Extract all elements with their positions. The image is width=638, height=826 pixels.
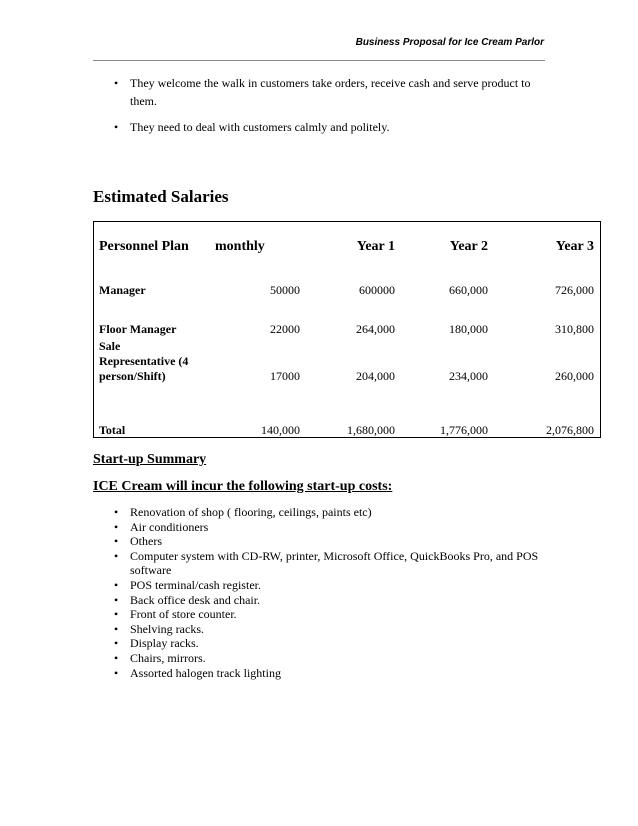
list-item-text: Chairs, mirrors.	[130, 650, 206, 665]
bullet-icon: •	[114, 120, 119, 134]
list-item	[93, 549, 553, 578]
row-label-sale-line-2: Representative (4	[99, 354, 189, 368]
startup-heading: Start-up Summary	[93, 452, 207, 467]
list-item-text: Others	[130, 534, 162, 549]
list-item	[93, 607, 553, 622]
list-item-text: They welcome the walk in customers take orders, receive cash and serve product to them.	[130, 76, 531, 108]
bullet-icon: •	[114, 505, 119, 519]
cell-total-year-3: 2,076,800	[546, 423, 594, 437]
row-label-sale-line-3: person/Shift)	[99, 369, 166, 383]
page-header-title: Business Proposal for Ice Cream Parlor	[355, 37, 544, 48]
bullet-icon: •	[114, 607, 119, 622]
column-header-year-3: Year 3	[555, 239, 594, 254]
list-item	[93, 534, 553, 549]
list-item	[93, 651, 553, 666]
column-header-personnel-plan: Personnel Plan	[99, 239, 189, 254]
cell-sale-rep-year-3: 260,000	[555, 369, 594, 383]
list-item	[93, 118, 545, 136]
list-item-text: Display racks.	[130, 636, 199, 651]
list-item	[93, 636, 553, 651]
cell-manager-year-1: 600000	[359, 283, 395, 297]
salaries-table	[93, 221, 601, 438]
row-label-floor-manager: Floor Manager	[99, 322, 177, 336]
cell-sale-rep-year-2: 234,000	[449, 369, 488, 383]
list-item-text: Computer system with CD-RW, printer, Microsoft Office, QuickBooks Pro, and POS software	[130, 548, 539, 578]
bullet-icon: •	[114, 592, 119, 607]
row-label-sale-line-1: Sale	[99, 339, 121, 353]
cell-floor-manager-year-3: 310,800	[555, 322, 594, 336]
list-item-text: Assorted halogen track lighting	[130, 665, 281, 680]
row-label-total: Total	[99, 423, 126, 437]
bullet-icon: •	[114, 621, 119, 636]
column-header-year-1: Year 1	[356, 239, 395, 254]
salaries-heading: Estimated Salaries	[93, 187, 229, 206]
startup-subheading: ICE Cream will incur the following start-up costs:	[93, 479, 393, 494]
bullet-icon: •	[114, 636, 119, 651]
list-item	[93, 666, 553, 681]
list-item-text: Renovation of shop ( flooring, ceilings, paints etc)	[130, 505, 372, 519]
cell-floor-manager-monthly: 22000	[270, 322, 300, 336]
bullet-icon: •	[114, 534, 119, 549]
header-divider	[93, 60, 545, 61]
bullet-icon: •	[114, 519, 119, 534]
list-item-text: Front of store counter.	[130, 607, 237, 622]
list-item-text: Shelving racks.	[130, 621, 204, 636]
intro-bullet-list	[93, 74, 545, 144]
cell-total-monthly: 140,000	[261, 423, 300, 437]
list-item	[93, 593, 553, 608]
startup-cost-list	[93, 505, 553, 680]
cell-manager-year-2: 660,000	[449, 283, 488, 297]
list-item-text: Back office desk and chair.	[130, 592, 261, 607]
cell-manager-year-3: 726,000	[555, 283, 594, 297]
list-item	[93, 505, 553, 520]
list-item	[93, 622, 553, 637]
list-item-text: Air conditioners	[130, 519, 209, 534]
list-item	[93, 520, 553, 535]
row-label-manager: Manager	[99, 283, 146, 297]
list-item-text: POS terminal/cash register.	[130, 577, 261, 592]
list-item-text: They need to deal with customers calmly and politely.	[130, 120, 390, 134]
list-item	[93, 74, 545, 110]
column-header-monthly: monthly	[215, 239, 265, 254]
bullet-icon: •	[114, 548, 119, 563]
cell-floor-manager-year-2: 180,000	[449, 322, 488, 336]
cell-total-year-1: 1,680,000	[347, 423, 395, 437]
cell-manager-monthly: 50000	[270, 283, 300, 297]
cell-sale-rep-year-1: 204,000	[356, 369, 395, 383]
cell-total-year-2: 1,776,000	[440, 423, 488, 437]
cell-sale-rep-monthly: 17000	[270, 369, 300, 383]
cell-floor-manager-year-1: 264,000	[356, 322, 395, 336]
bullet-icon: •	[114, 650, 119, 665]
bullet-icon: •	[114, 76, 119, 90]
list-item	[93, 578, 553, 593]
bullet-icon: •	[114, 577, 119, 592]
column-header-year-2: Year 2	[449, 239, 488, 254]
bullet-icon: •	[114, 665, 119, 680]
